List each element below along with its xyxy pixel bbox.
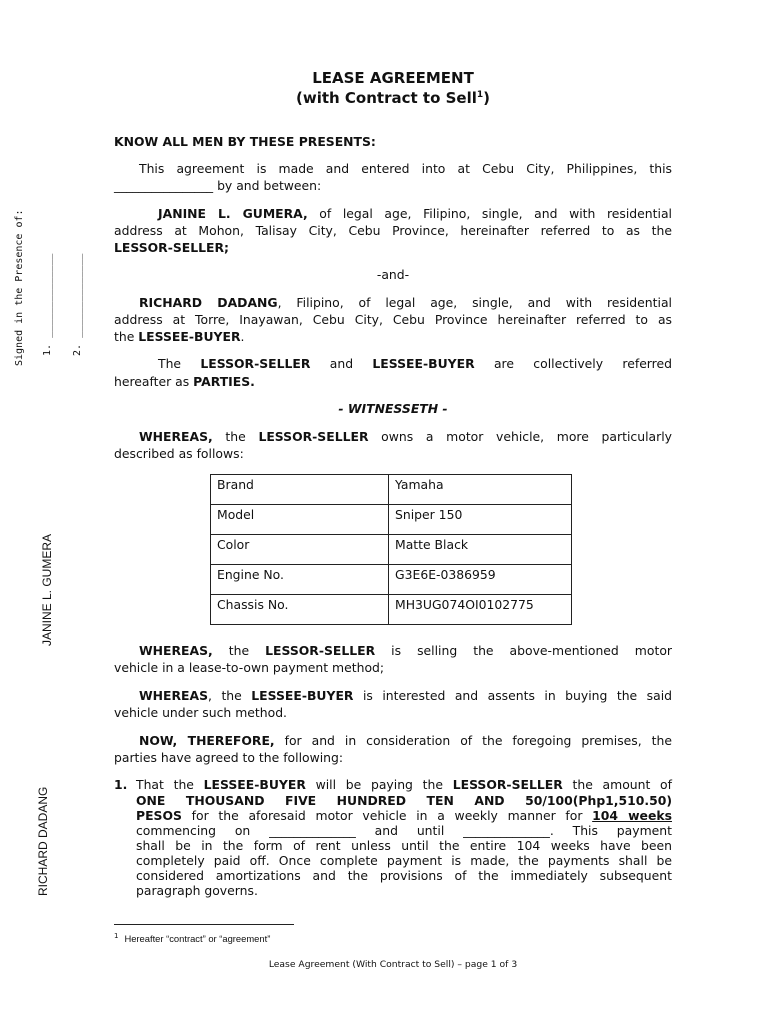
lessee-desc: , Filipino, of legal age, single, and with residential bbox=[277, 295, 672, 310]
whereas-3-role: LESSEE-BUYER bbox=[251, 688, 354, 703]
parties-lessee: LESSEE-BUYER bbox=[372, 356, 475, 371]
whereas-2-rest: is selling the above-mentioned motor bbox=[375, 643, 672, 658]
parties-word: PARTIES. bbox=[193, 374, 255, 389]
lessee-line-3 bbox=[114, 329, 244, 344]
parties-lessor: LESSOR-SELLER bbox=[200, 356, 311, 371]
document-title: LEASE AGREEMENT bbox=[312, 69, 474, 87]
whereas-2-the: the bbox=[212, 643, 266, 658]
item-1-paying: will be paying the bbox=[305, 777, 453, 792]
item-1-weeks: 104 weeks bbox=[592, 808, 672, 823]
lessee-line-2: address at Torre, Inayawan, Cebu City, Cebu Province hereinafter referred to as bbox=[114, 312, 672, 327]
parties-the: The bbox=[158, 356, 201, 371]
item-1-amount-words: ONE THOUSAND FIVE HUNDRED TEN AND 50/100(Php1,510.50) bbox=[136, 793, 672, 808]
item-1-line-3 bbox=[136, 808, 672, 823]
signature-richard: RICHARD DADANG bbox=[36, 786, 50, 896]
item-1-that-the: That the bbox=[136, 777, 204, 792]
vehicle-label-model: Model bbox=[211, 505, 389, 535]
know-all-heading: KNOW ALL MEN BY THESE PRESENTS: bbox=[114, 134, 376, 149]
whereas-2-line-2: vehicle in a lease-to-own payment method; bbox=[114, 660, 385, 675]
item-1-line-8: paragraph governs. bbox=[136, 883, 258, 898]
now-therefore-line-2: parties have agreed to the following: bbox=[114, 750, 344, 765]
parties-line-2 bbox=[114, 374, 255, 389]
item-1-weekly: for the aforesaid motor vehicle in a weekly manner for bbox=[181, 808, 593, 823]
vehicle-label-brand: Brand bbox=[211, 475, 389, 505]
lessor-desc: of legal age, Filipino, single, and with residential bbox=[307, 206, 672, 221]
whereas-3-rest: is interested and assents in buying the said bbox=[353, 688, 673, 703]
footnote-text: Hereafter “contract” or “agreement” bbox=[124, 933, 271, 945]
and-separator: -and- bbox=[376, 267, 410, 282]
page-footer: Lease Agreement (With Contract to Sell) – page 1 of 3 bbox=[268, 959, 518, 970]
now-therefore-rest: for and in consideration of the foregoing premises, the bbox=[274, 733, 672, 748]
footnote bbox=[114, 932, 270, 945]
whereas-1-line-1 bbox=[139, 429, 672, 444]
table-row bbox=[211, 535, 572, 565]
witness-1-number: 1. bbox=[42, 343, 53, 356]
lessee-name: RICHARD DADANG bbox=[139, 295, 278, 310]
lessee-the: the bbox=[114, 329, 139, 344]
item-1-line-1 bbox=[136, 777, 672, 792]
parties-rest: are collectively referred bbox=[474, 356, 672, 371]
vehicle-value-engine: G3E6E-0386959 bbox=[389, 565, 572, 595]
vehicle-value-chassis: MH3UG074OI0102775 bbox=[389, 595, 572, 625]
whereas-1-the: the bbox=[212, 429, 259, 444]
footnote-number: 1 bbox=[114, 932, 119, 940]
item-1-line-6: completely paid off. Once complete payment is made, the payments shall be bbox=[136, 853, 672, 868]
lessor-line-1 bbox=[158, 206, 672, 221]
presence-label: Signed in the Presence of: bbox=[14, 209, 25, 366]
item-1-number: 1. bbox=[114, 777, 128, 792]
signature-janine: JANINE L. GUMERA bbox=[40, 533, 54, 646]
whereas-2-role: LESSOR-SELLER bbox=[265, 643, 376, 658]
lessor-name: JANINE L. GUMERA, bbox=[158, 206, 308, 221]
vehicle-value-model: Sniper 150 bbox=[389, 505, 572, 535]
table-row bbox=[211, 505, 572, 535]
vehicle-value-color: Matte Black bbox=[389, 535, 572, 565]
item-1-lessee: LESSEE-BUYER bbox=[203, 777, 306, 792]
table-row bbox=[211, 475, 572, 505]
intro-line-2: ________________ by and between: bbox=[114, 178, 322, 193]
now-therefore-line-1 bbox=[139, 733, 672, 748]
item-1-line-5: shall be in the form of rent unless until the entire 104 weeks have been bbox=[136, 838, 672, 853]
table-row bbox=[211, 595, 572, 625]
witness-2-blank: ______________ bbox=[72, 253, 83, 338]
parties-line-1 bbox=[158, 356, 672, 371]
item-1-lessor: LESSOR-SELLER bbox=[452, 777, 563, 792]
item-1-amount-of: the amount of bbox=[562, 777, 673, 792]
whereas-3-line-2: vehicle under such method. bbox=[114, 705, 287, 720]
vehicle-label-engine: Engine No. bbox=[211, 565, 389, 595]
item-1-pesos: PESOS bbox=[136, 808, 182, 823]
footnote-ref: 1 bbox=[476, 90, 484, 100]
parties-and: and bbox=[310, 356, 373, 371]
table-row bbox=[211, 565, 572, 595]
witness-1-blank: ______________ bbox=[42, 253, 53, 338]
lessee-role: LESSEE-BUYER bbox=[138, 329, 241, 344]
whereas-2-line-1 bbox=[139, 643, 672, 658]
vehicle-label-color: Color bbox=[211, 535, 389, 565]
whereas-1-word: WHEREAS, bbox=[139, 429, 213, 444]
subtitle-text: (with Contract to Sell bbox=[296, 89, 477, 107]
item-1-line-7: considered amortizations and the provisions of the immediately subsequent bbox=[136, 868, 672, 883]
intro-line-1: This agreement is made and entered into at Cebu City, Philippines, this bbox=[139, 161, 672, 176]
lessee-period: . bbox=[240, 329, 245, 344]
whereas-1-rest: owns a motor vehicle, more particularly bbox=[368, 429, 672, 444]
footnote-rule bbox=[114, 924, 294, 925]
subtitle-close: ) bbox=[483, 89, 490, 107]
whereas-3-the: , the bbox=[208, 688, 252, 703]
whereas-2-word: WHEREAS, bbox=[139, 643, 213, 658]
item-1-line-4: commencing on ______________ and until ______________. This payment bbox=[136, 823, 672, 838]
lessee-line-1 bbox=[139, 295, 672, 310]
parties-hereafter: hereafter as bbox=[114, 374, 194, 389]
document-subtitle bbox=[0, 89, 768, 107]
whereas-3-line-1 bbox=[139, 688, 672, 703]
witness-2-number: 2. bbox=[72, 343, 83, 356]
whereas-1-line-2: described as follows: bbox=[114, 446, 244, 461]
now-therefore-word: NOW, THEREFORE, bbox=[139, 733, 275, 748]
whereas-3-word: WHEREAS bbox=[139, 688, 209, 703]
vehicle-value-brand: Yamaha bbox=[389, 475, 572, 505]
whereas-1-role: LESSOR-SELLER bbox=[258, 429, 369, 444]
witnesseth-heading: - WITNESSETH - bbox=[338, 401, 448, 416]
vehicle-table bbox=[210, 474, 572, 625]
lessor-role: LESSOR-SELLER; bbox=[114, 240, 230, 255]
vehicle-label-chassis: Chassis No. bbox=[211, 595, 389, 625]
lessor-line-2: address at Mohon, Talisay City, Cebu Province, hereinafter referred to as the bbox=[114, 223, 672, 238]
